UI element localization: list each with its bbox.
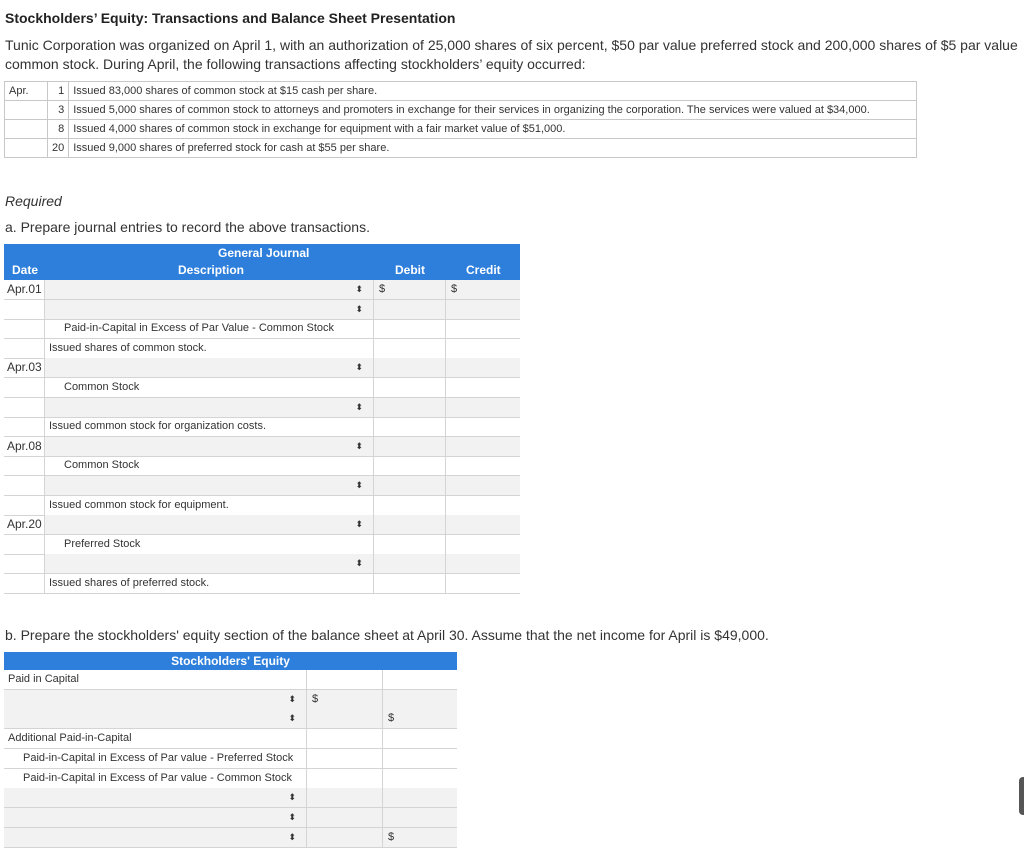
credit-input[interactable] xyxy=(446,319,520,338)
journal-date xyxy=(4,496,45,515)
equity-label xyxy=(4,670,307,689)
description-text: Issued shares of preferred stock. xyxy=(49,577,210,589)
dollar-sign: $ xyxy=(388,830,395,843)
account-select[interactable] xyxy=(45,476,374,495)
journal-row xyxy=(4,339,520,359)
journal-row xyxy=(4,535,520,555)
equity-row xyxy=(4,709,457,729)
journal-row xyxy=(4,496,520,516)
journal-date xyxy=(4,319,45,338)
transaction-month: Apr. xyxy=(5,82,48,101)
debit-input[interactable] xyxy=(374,398,446,417)
description-text xyxy=(45,283,49,295)
debit-input[interactable] xyxy=(374,417,446,436)
equity-account-select[interactable] xyxy=(4,690,307,709)
journal-description xyxy=(45,378,374,397)
equity-amount-input[interactable] xyxy=(307,690,383,709)
equity-label-text xyxy=(4,693,8,705)
description-text xyxy=(45,401,49,413)
debit-input[interactable] xyxy=(374,515,446,534)
journal-description xyxy=(45,456,374,475)
equity-total-input[interactable] xyxy=(383,828,457,847)
scrollbar-handle[interactable] xyxy=(1019,777,1024,815)
credit-input[interactable] xyxy=(446,398,520,417)
description-text xyxy=(45,440,49,452)
account-select[interactable] xyxy=(45,515,374,534)
debit-input[interactable] xyxy=(374,339,446,358)
journal-row xyxy=(4,574,520,594)
transaction-row xyxy=(5,82,917,101)
equity-amount-input[interactable] xyxy=(307,670,383,689)
equity-label-text xyxy=(4,811,8,823)
debit-input[interactable] xyxy=(374,300,446,319)
select-arrows-icon: ⬍ xyxy=(288,792,296,803)
dollar-sign: $ xyxy=(388,712,395,725)
select-arrows-icon: ⬍ xyxy=(355,440,363,451)
journal-row xyxy=(4,300,520,320)
equity-total-input[interactable] xyxy=(383,808,457,827)
credit-input[interactable] xyxy=(446,574,520,593)
equity-row xyxy=(4,729,457,749)
select-arrows-icon: ⬍ xyxy=(355,303,363,314)
select-arrows-icon: ⬍ xyxy=(355,480,363,490)
equity-amount-input[interactable] xyxy=(307,749,383,768)
equity-row xyxy=(4,808,457,828)
journal-row xyxy=(4,280,520,300)
journal-date xyxy=(4,574,45,593)
credit-input[interactable] xyxy=(446,358,520,377)
credit-input[interactable] xyxy=(446,476,520,495)
credit-input[interactable] xyxy=(446,417,520,436)
account-select[interactable] xyxy=(45,398,374,417)
journal-row xyxy=(4,398,520,418)
equity-row xyxy=(4,788,457,808)
equity-amount-input[interactable] xyxy=(307,788,383,807)
required-label: Required xyxy=(5,193,62,209)
journal-date xyxy=(4,456,45,475)
select-arrows-icon: ⬍ xyxy=(288,811,296,822)
debit-input[interactable] xyxy=(374,319,446,338)
equity-row xyxy=(4,749,457,769)
transaction-text: Issued 5,000 shares of common stock to attorneys and promoters in exchange for their services in organizing the corporation. The services were valued at $34,000. xyxy=(69,101,917,120)
equity-label xyxy=(4,749,307,768)
debit-input[interactable] xyxy=(374,378,446,397)
description-text: Issued common stock for equipment. xyxy=(49,498,229,511)
journal-description xyxy=(45,535,374,554)
debit-input[interactable] xyxy=(374,358,446,377)
journal-date: Apr.08 xyxy=(4,437,45,456)
journal-row xyxy=(4,456,520,476)
select-arrows-icon: ⬍ xyxy=(288,831,296,842)
transaction-day: 20 xyxy=(48,139,69,158)
description-text: Preferred Stock xyxy=(64,537,141,550)
transaction-text: Issued 83,000 shares of common stock at $15 cash per share. xyxy=(69,82,917,101)
journal-row xyxy=(4,417,520,437)
journal-row xyxy=(4,476,520,496)
equity-total-input[interactable] xyxy=(383,670,457,689)
journal-row xyxy=(4,554,520,574)
journal-date xyxy=(4,300,45,319)
equity-label xyxy=(4,769,307,788)
journal-row xyxy=(4,358,520,378)
equity-row xyxy=(4,828,457,848)
debit-input[interactable] xyxy=(374,456,446,475)
account-select[interactable] xyxy=(45,437,374,456)
transaction-month xyxy=(5,139,48,158)
select-arrows-icon: ⬍ xyxy=(355,519,363,530)
equity-total-input[interactable] xyxy=(383,788,457,807)
select-arrows-icon: ⬍ xyxy=(355,284,363,294)
account-select[interactable] xyxy=(45,300,374,319)
journal-title: General Journal xyxy=(218,246,310,260)
equity-account-select[interactable] xyxy=(4,808,307,827)
journal-row xyxy=(4,437,520,457)
credit-input[interactable] xyxy=(446,378,520,397)
journal-row xyxy=(4,378,520,398)
debit-column-header: Debit xyxy=(395,263,425,277)
dollar-sign: $ xyxy=(379,283,386,295)
credit-column-header: Credit xyxy=(466,263,501,277)
transaction-day: 3 xyxy=(48,101,69,120)
journal-description xyxy=(45,417,374,436)
journal-date: Apr.01 xyxy=(4,280,45,299)
credit-input[interactable] xyxy=(446,280,520,299)
journal-header xyxy=(4,244,520,280)
debit-input[interactable] xyxy=(374,554,446,573)
equity-amount-input[interactable] xyxy=(307,769,383,788)
equity-amount-input[interactable] xyxy=(307,709,383,728)
transaction-row xyxy=(5,139,917,158)
journal-date xyxy=(4,398,45,417)
date-column-header: Date xyxy=(12,263,39,277)
transaction-row xyxy=(5,101,917,120)
journal-date xyxy=(4,554,45,573)
journal-row xyxy=(4,319,520,339)
journal-date xyxy=(4,476,45,495)
journal-date: Apr.20 xyxy=(4,515,45,534)
debit-input[interactable] xyxy=(374,496,446,515)
journal-description xyxy=(45,339,374,358)
equity-total-input[interactable] xyxy=(383,709,457,728)
journal-row xyxy=(4,515,520,535)
description-text xyxy=(45,557,49,569)
credit-input[interactable] xyxy=(446,456,520,475)
problem-intro: Tunic Corporation was organized on April 1, with an authorization of 25,000 shares of six percent, $50 par value preferred stock and 200,000 shares of $5 par value common stock. During April, the following transactions affecting stockholders’ equity occurred: xyxy=(5,37,1018,72)
equity-label-text: Paid-in-Capital in Excess of Par value - Common Stock xyxy=(23,771,292,784)
page-title: Stockholders’ Equity: Transactions and Balance Sheet Presentation xyxy=(5,10,456,26)
transactions-table xyxy=(4,81,917,158)
account-select[interactable] xyxy=(45,358,374,377)
description-text: Common Stock xyxy=(64,381,140,393)
transaction-text: Issued 9,000 shares of preferred stock for cash at $55 per share. xyxy=(69,139,917,158)
equity-label-text xyxy=(4,791,8,803)
equity-account-select[interactable] xyxy=(4,828,307,847)
equity-row xyxy=(4,690,457,710)
description-text xyxy=(45,479,49,491)
equity-label-text xyxy=(4,831,8,843)
transaction-row xyxy=(5,120,917,139)
debit-input[interactable] xyxy=(374,535,446,554)
transaction-month xyxy=(5,120,48,139)
debit-input[interactable] xyxy=(374,476,446,495)
debit-input[interactable] xyxy=(374,574,446,593)
select-arrows-icon: ⬍ xyxy=(288,713,296,724)
equity-amount-input[interactable] xyxy=(307,729,383,748)
equity-account-select[interactable] xyxy=(4,709,307,728)
journal-description xyxy=(45,574,374,593)
select-arrows-icon: ⬍ xyxy=(355,362,363,373)
equity-total-input[interactable] xyxy=(383,749,457,768)
equity-header: Stockholders' Equity xyxy=(4,652,457,670)
equity-label-text xyxy=(4,712,8,724)
description-text: Common Stock xyxy=(64,459,140,472)
description-text: Paid-in-Capital in Excess of Par Value - Common Stock xyxy=(64,322,335,335)
transaction-day: 1 xyxy=(48,82,69,101)
equity-amount-input[interactable] xyxy=(307,828,383,847)
description-text xyxy=(45,303,49,315)
part-a-question: a. Prepare journal entries to record the above transactions. xyxy=(5,219,370,235)
credit-input[interactable] xyxy=(446,339,520,358)
part-b-question: b. Prepare the stockholders' equity section of the balance sheet at April 30. Assume that the net income for April is $49,000. xyxy=(5,627,769,643)
credit-input[interactable] xyxy=(446,496,520,515)
account-select[interactable] xyxy=(45,280,374,299)
credit-input[interactable] xyxy=(446,554,520,573)
equity-label-text: Additional Paid-in-Capital xyxy=(8,732,132,745)
equity-total-input[interactable] xyxy=(383,769,457,788)
journal-description xyxy=(45,496,374,515)
journal-date xyxy=(4,417,45,436)
debit-input[interactable] xyxy=(374,437,446,456)
debit-input[interactable] xyxy=(374,280,446,299)
description-text xyxy=(45,361,49,373)
equity-total-input[interactable] xyxy=(383,729,457,748)
journal-date xyxy=(4,339,45,358)
journal-date xyxy=(4,378,45,397)
journal-date: Apr.03 xyxy=(4,358,45,377)
select-arrows-icon: ⬍ xyxy=(355,558,363,569)
journal-date xyxy=(4,535,45,554)
account-select[interactable] xyxy=(45,554,374,573)
select-arrows-icon: ⬍ xyxy=(288,693,296,704)
transaction-day: 8 xyxy=(48,120,69,139)
equity-label-text: Paid in Capital xyxy=(8,673,79,685)
dollar-sign: $ xyxy=(451,283,458,295)
equity-account-select[interactable] xyxy=(4,788,307,807)
credit-input[interactable] xyxy=(446,515,520,534)
transaction-month xyxy=(5,101,48,120)
description-column-header: Description xyxy=(178,263,245,277)
select-arrows-icon: ⬍ xyxy=(355,401,363,412)
credit-input[interactable] xyxy=(446,437,520,456)
description-text: Issued shares of common stock. xyxy=(49,341,207,354)
equity-label xyxy=(4,729,307,748)
equity-row xyxy=(4,670,457,690)
description-text: Issued common stock for organization costs. xyxy=(49,420,267,433)
equity-total-input[interactable] xyxy=(383,690,457,709)
journal-description xyxy=(45,319,374,338)
credit-input[interactable] xyxy=(446,300,520,319)
equity-label-text: Paid-in-Capital in Excess of Par value - Preferred Stock xyxy=(23,751,294,764)
description-text xyxy=(45,518,49,530)
dollar-sign: $ xyxy=(312,692,319,705)
equity-amount-input[interactable] xyxy=(307,808,383,827)
credit-input[interactable] xyxy=(446,535,520,554)
transaction-text: Issued 4,000 shares of common stock in exchange for equipment with a fair market value of $51,000. xyxy=(69,120,917,139)
equity-row xyxy=(4,769,457,789)
